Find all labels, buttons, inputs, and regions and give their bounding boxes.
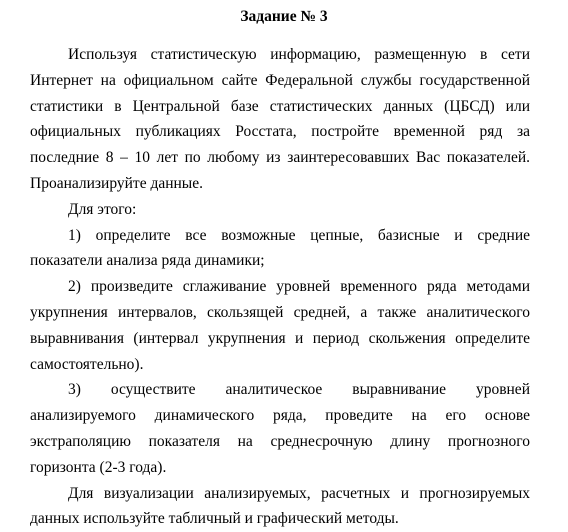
task-intro-paragraph: Используя статистическую информацию, размещенную в сети Интернет на официальном сайте Федеральной службы государственной статистики в Центральной базе статистических данных (ЦБСД) или официальных публикациях Росстата, постройте временной ряд за последние 8 – 10 лет по любому из заинтересовавших Вас показателей. Проанализируйте данные. xyxy=(30,46,530,192)
task-step-3: 3) осуществите аналитическое выравнивание уровней анализируемого динамического ряда, проведите на его основе экстраполяцию показателя на среднесрочную длину прогнозного горизонта (2-3 года). xyxy=(30,381,530,476)
task-body xyxy=(30,42,530,532)
task-title: Задание № 3 xyxy=(240,8,328,25)
task-visualization-paragraph: Для визуализации анализируемых, расчетных и прогнозируемых данных используйте табличный и графический методы. xyxy=(30,484,530,528)
task-steps-lead: Для этого: xyxy=(68,200,137,218)
task-step-2: 2) произведите сглаживание уровней временного ряда методами укрупнения интервалов, скользящей средней, а также аналитического выравнивания (интервал укрупнения и период скольжения определите самостоятельно). xyxy=(30,278,530,373)
task-step-1: 1) определите все возможные цепные, базисные и средние показатели анализа ряда динамики; xyxy=(30,226,530,270)
